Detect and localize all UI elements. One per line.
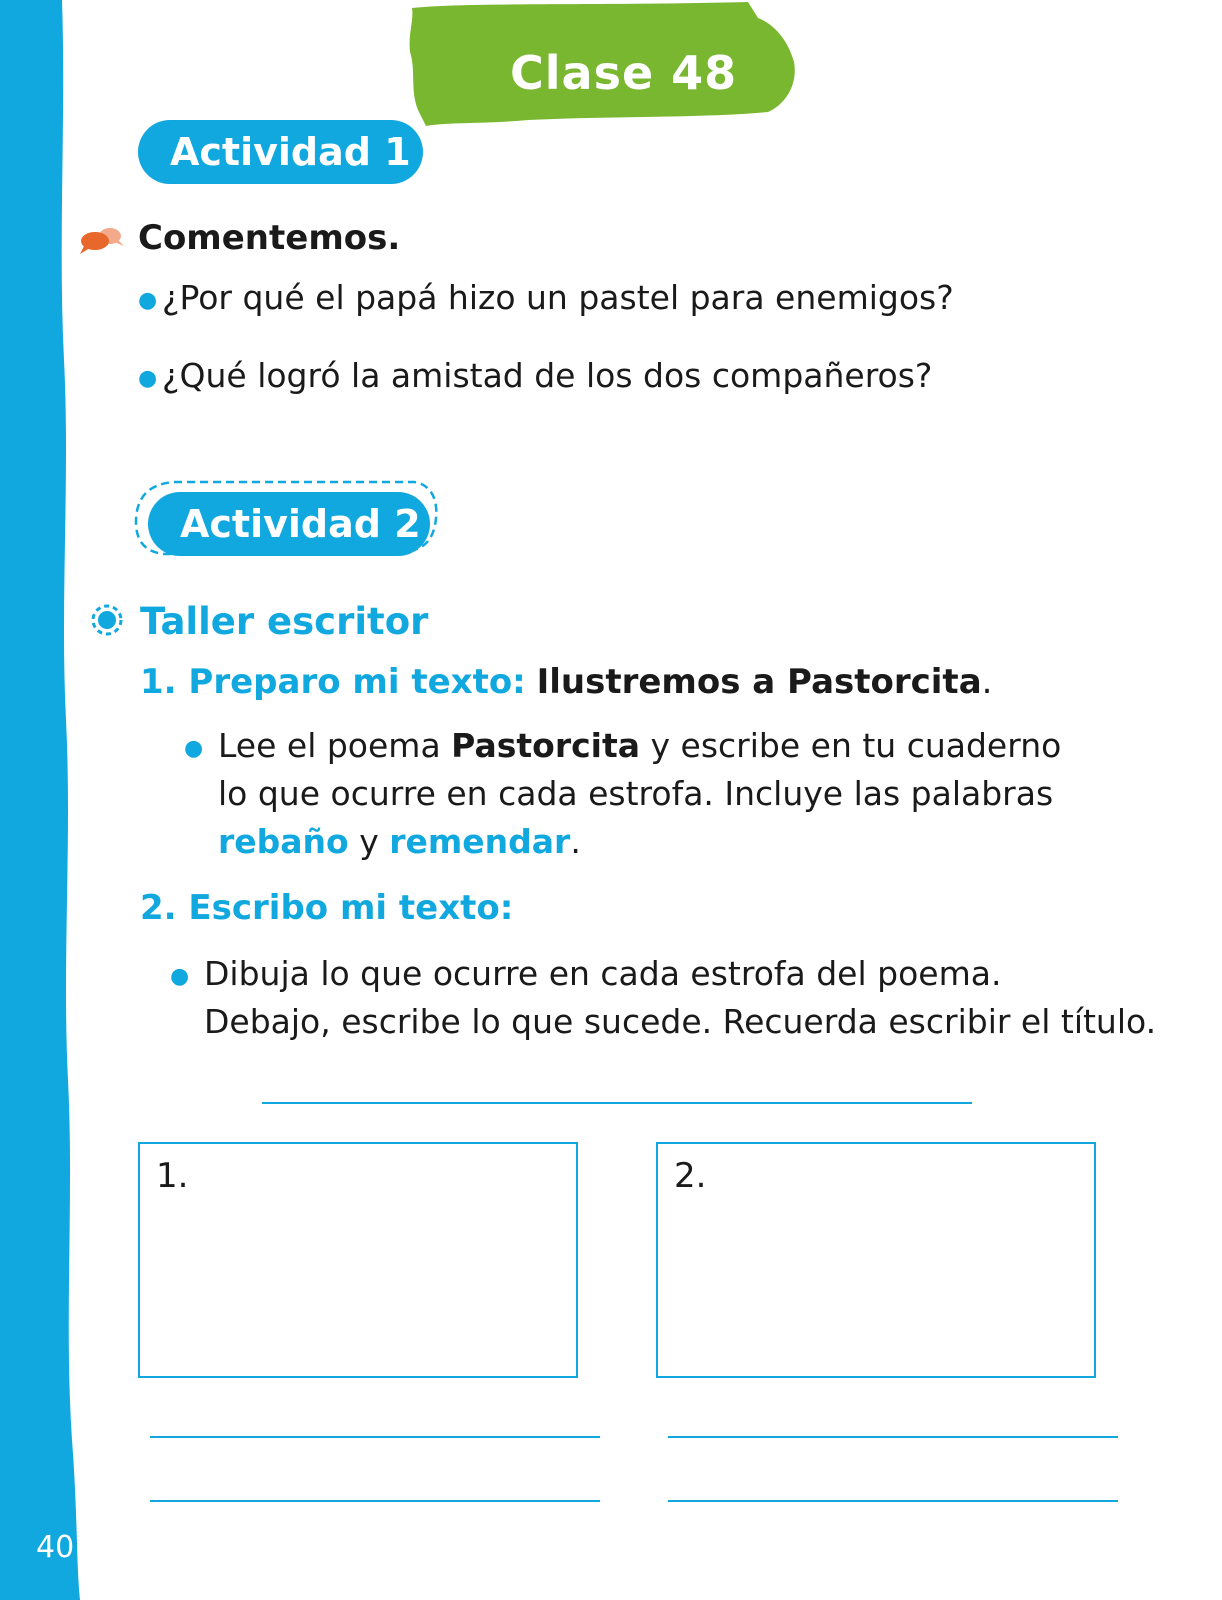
class-title: Clase 48 bbox=[510, 46, 738, 100]
drawing-box-2-label: 2. bbox=[674, 1156, 707, 1196]
step-1-line-3 bbox=[218, 818, 581, 866]
keyword-rebano: rebaño bbox=[218, 822, 349, 861]
activity-2-label: Actividad 2 bbox=[148, 492, 430, 556]
drawing-box-2[interactable] bbox=[656, 1142, 1096, 1378]
bullet-dot: ● bbox=[184, 736, 204, 761]
write-line-1a[interactable] bbox=[150, 1436, 600, 1438]
text-span: y bbox=[348, 822, 390, 861]
question-1: ¿Por qué el papá hizo un pastel para enemigos? bbox=[162, 278, 954, 317]
step-1-line-1 bbox=[218, 722, 1061, 770]
bullet-dot: ● bbox=[170, 964, 190, 989]
text-span: Lee el poema bbox=[218, 726, 452, 765]
sun-gear-icon bbox=[90, 603, 124, 637]
drawing-box-1-label: 1. bbox=[156, 1156, 189, 1196]
page-number: 40 bbox=[36, 1530, 75, 1565]
activity-1-label: Actividad 1 bbox=[138, 120, 423, 184]
step-1-line-2: lo que ocurre en cada estrofa. Incluye las palabras bbox=[218, 774, 1054, 813]
text-span: y escribe en tu cuaderno bbox=[640, 726, 1062, 765]
text-span: . bbox=[570, 822, 581, 861]
step-1-title: Ilustremos a Pastorcita bbox=[536, 662, 982, 702]
bullet-dot: ● bbox=[138, 288, 158, 313]
step-2-line-2: Debajo, escribe lo que sucede. Recuerda escribir el título. bbox=[204, 1002, 1157, 1041]
section-title: Taller escritor bbox=[140, 600, 429, 643]
title-write-line[interactable] bbox=[262, 1102, 972, 1104]
keyword-remendar: remendar bbox=[389, 822, 571, 861]
sidebar-band bbox=[0, 0, 90, 1600]
drawing-box-1[interactable] bbox=[138, 1142, 578, 1378]
poem-title: Pastorcita bbox=[451, 726, 641, 765]
step-1-heading bbox=[140, 662, 992, 702]
write-line-2b[interactable] bbox=[668, 1500, 1118, 1502]
step-1-period: . bbox=[981, 662, 993, 702]
write-line-1b[interactable] bbox=[150, 1500, 600, 1502]
question-2: ¿Qué logró la amistad de los dos compañeros? bbox=[162, 356, 933, 395]
step-1-label: 1. Preparo mi texto: bbox=[140, 662, 526, 702]
step-2-heading: 2. Escribo mi texto: bbox=[140, 888, 514, 928]
speech-bubbles-icon bbox=[80, 226, 124, 256]
write-line-2a[interactable] bbox=[668, 1436, 1118, 1438]
bullet-dot: ● bbox=[138, 366, 158, 391]
activity-1-heading: Comentemos. bbox=[138, 218, 401, 258]
step-2-line-1: Dibuja lo que ocurre en cada estrofa del poema. bbox=[204, 954, 1002, 993]
